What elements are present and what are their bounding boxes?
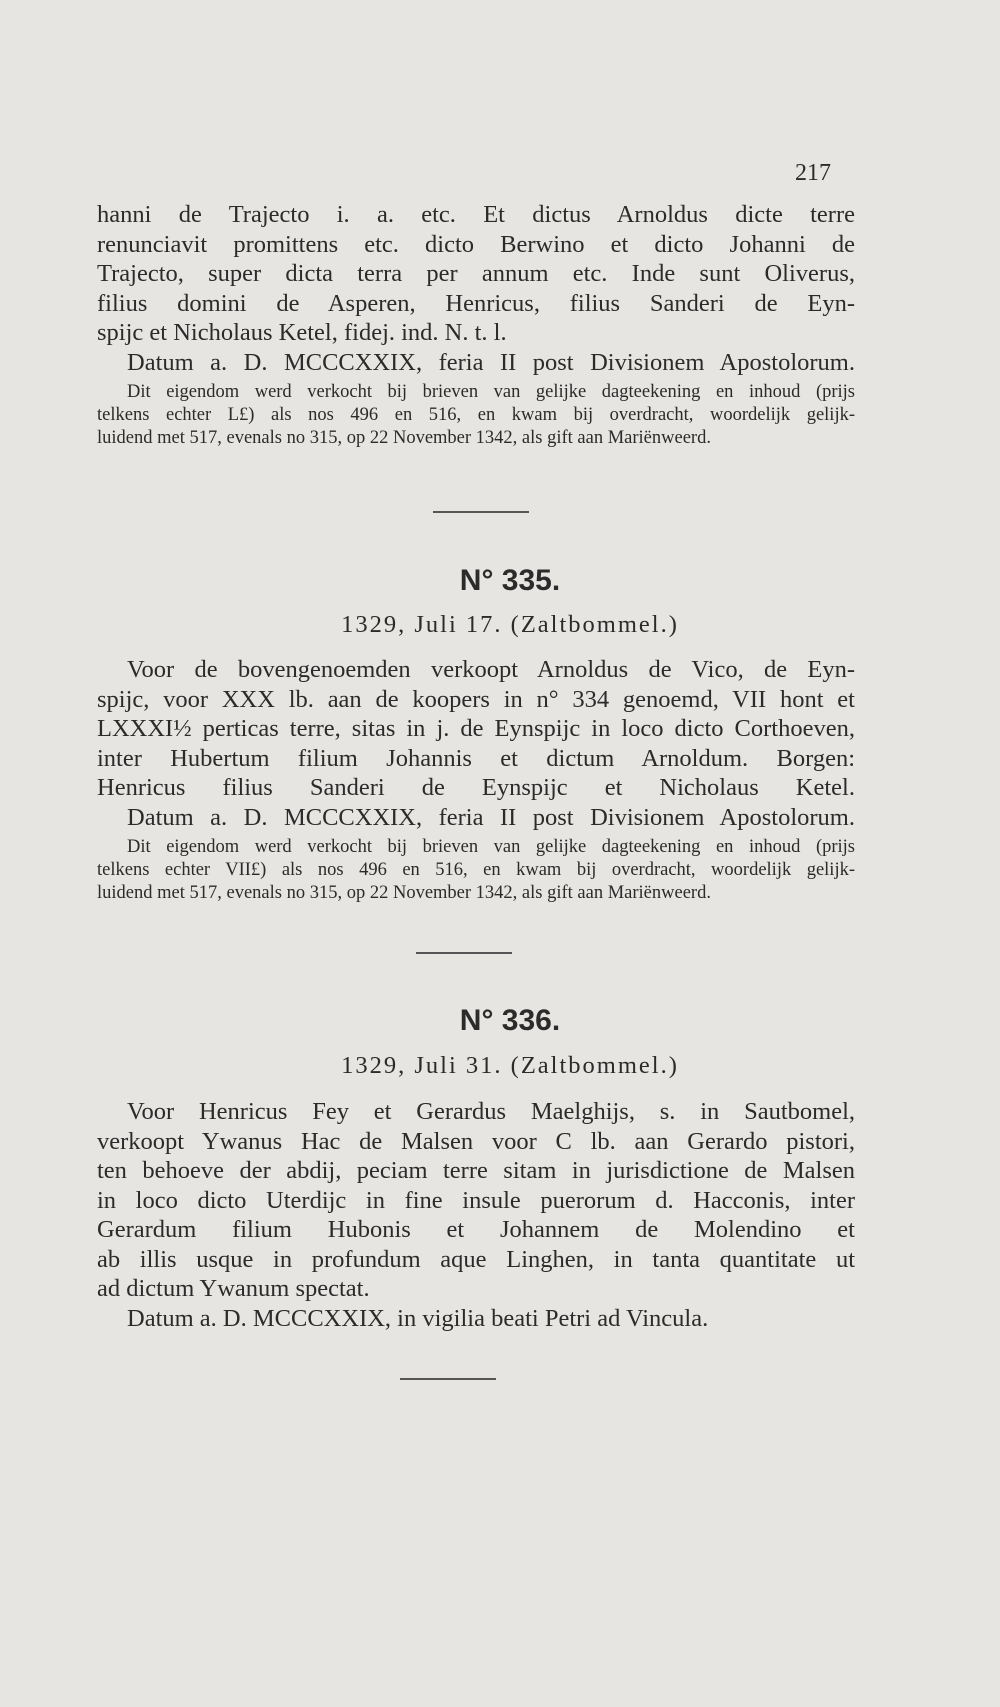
note-line: telkens echter VII£) als nos 496 en 516, en kwam bij overdracht, woordelijk gelijk-: [97, 860, 855, 880]
continuation-note: [97, 381, 855, 450]
text-line: spijc, voor XXX lb. aan de koopers in n° 334 genoemd, VII hont et: [97, 685, 855, 713]
document-date-335: 1329, Juli 17. (Zaltbommel.): [341, 611, 679, 638]
datum-line: Datum a. D. MCCCXXIX, in vigilia beati Petri ad Vincula.: [127, 1304, 709, 1332]
text-line: in loco dicto Uterdijc in fine insule puerorum d. Hacconis, inter: [97, 1186, 855, 1214]
text-line: inter Hubertum filium Johannis et dictum Arnoldum. Borgen:: [97, 744, 855, 772]
continuation-paragraph: [97, 200, 855, 377]
note-line: Dit eigendom werd verkocht bij brieven van gelijke dagteekening en inhoud (prijs: [127, 382, 855, 402]
note-line: luidend met 517, evenals no 315, op 22 November 1342, als gift aan Mariënweerd.: [97, 883, 711, 903]
text-line: Voor de bovengenoemden verkoopt Arnoldus de Vico, de Eyn-: [127, 656, 855, 683]
document-number-336: N° 336.: [459, 1004, 561, 1037]
document-335-note: [97, 836, 855, 905]
text-line: ab illis usque in profundum aque Linghen, in tanta quantitate ut: [97, 1245, 855, 1273]
text-line: Voor Henricus Fey et Gerardus Maelghijs, s. in Sautbomel,: [127, 1098, 855, 1125]
note-line: telkens echter L£) als nos 496 en 516, en kwam bij overdracht, woordelijk gelijk-: [97, 405, 855, 425]
document-336-paragraph: [97, 1097, 855, 1333]
note-line: luidend met 517, evenals no 315, op 22 November 1342, als gift aan Mariënweerd.: [97, 428, 711, 448]
document-335-text: [97, 655, 855, 905]
text-line: verkoopt Ywanus Hac de Malsen voor C lb. aan Gerardo pistori,: [97, 1127, 855, 1155]
document-336-text: [97, 1097, 855, 1333]
text-line: renunciavit promittens etc. dicto Berwino et dicto Johanni de: [97, 230, 855, 258]
page-number: 217: [795, 160, 831, 186]
document-number-335: N° 335.: [459, 564, 561, 597]
document-date-336: 1329, Juli 31. (Zaltbommel.): [341, 1052, 679, 1079]
datum-line: Datum a. D. MCCCXXIX, feria II post Divisionem Apostolorum.: [127, 803, 855, 831]
text-line: hanni de Trajecto i. a. etc. Et dictus Arnoldus dicte terre: [97, 201, 855, 228]
text-line: Henricus filius Sanderi de Eynspijc et Nicholaus Ketel.: [97, 774, 855, 801]
text-line: Gerardum filium Hubonis et Johannem de Molendino et: [97, 1216, 855, 1243]
text-line: spijc et Nicholaus Ketel, fidej. ind. N. t. l.: [97, 319, 507, 346]
datum-line: Datum a. D. MCCCXXIX, feria II post Divisionem Apostolorum.: [127, 348, 855, 376]
text-line: filius domini de Asperen, Henricus, filius Sanderi de Eyn-: [97, 289, 855, 317]
text-line: Trajecto, super dicta terra per annum etc. Inde sunt Oliverus,: [97, 260, 855, 287]
text-line: LXXXI½ perticas terre, sitas in j. de Eynspijc in loco dicto Corthoeven,: [97, 715, 855, 742]
section-divider: [416, 952, 512, 954]
section-divider: [433, 511, 529, 513]
note-line: Dit eigendom werd verkocht bij brieven van gelijke dagteekening en inhoud (prijs: [127, 837, 855, 857]
document-335-paragraph: [97, 655, 855, 832]
text-line: ad dictum Ywanum spectat.: [97, 1275, 370, 1302]
continuation-text: [97, 200, 855, 450]
text-line: ten behoeve der abdij, peciam terre sitam in jurisdictione de Malsen: [97, 1157, 855, 1184]
section-divider: [400, 1378, 496, 1380]
